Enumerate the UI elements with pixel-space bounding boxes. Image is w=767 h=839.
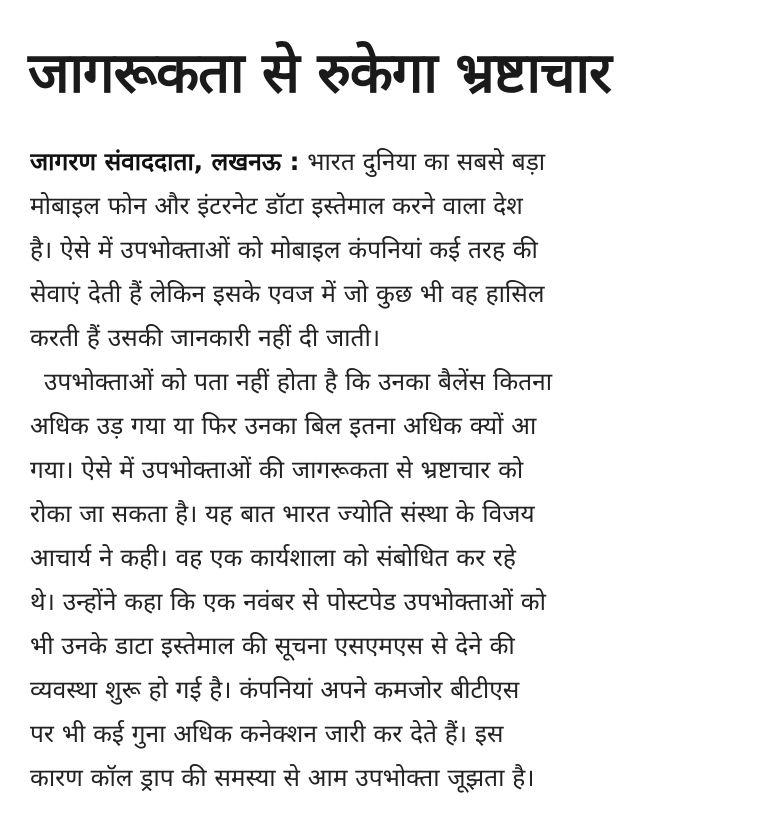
article-body xyxy=(30,140,742,800)
article-line: अधिक उड़ गया या फिर उनका बिल इतना अधिक क्यों आ xyxy=(30,411,537,440)
article-line: है। ऐसे में उपभोक्ताओं को मोबाइल कंपनियां कई तरह की xyxy=(30,235,538,264)
article-byline: जागरण संवाददाता, लखनऊ : xyxy=(30,147,300,176)
article-line xyxy=(30,140,742,184)
article-text: भारत दुनिया का सबसे बड़ा xyxy=(299,147,546,176)
article-line: गया। ऐसे में उपभोक्ताओं की जागरूकता से भ्रष्टाचार को xyxy=(30,455,524,484)
article-line: पर भी कई गुना अधिक कनेक्शन जारी कर देते हैं। इस xyxy=(30,719,504,748)
article-headline: जागरूकता से रुकेगा भ्रष्टाचार xyxy=(28,41,611,106)
article-line: आचार्य ने कही। वह एक कार्यशाला को संबोधित कर रहे xyxy=(30,543,516,572)
article-line: करती हैं उसकी जानकारी नहीं दी जाती। xyxy=(30,323,381,352)
article-line: उपभोक्ताओं को पता नहीं होता है कि उनका बैलेंस कितना xyxy=(44,367,553,396)
article-line: मोबाइल फोन और इंटरनेट डॉटा इस्तेमाल करने वाला देश xyxy=(30,191,523,220)
article-line: थे। उन्होंने कहा कि एक नवंबर से पोस्टपेड उपभोक्ताओं को xyxy=(30,587,546,616)
article-line: कारण कॉल ड्राप की समस्या से आम उपभोक्ता जूझता है। xyxy=(30,763,535,792)
article-line: सेवाएं देती हैं लेकिन इसके एवज में जो कुछ भी वह हासिल xyxy=(30,279,545,308)
article-line: भी उनके डाटा इस्तेमाल की सूचना एसएमएस से देने की xyxy=(30,631,515,660)
article-line: व्यवस्था शुरू हो गई है। कंपनियां अपने कमजोर बीटीएस xyxy=(30,675,520,704)
article-line: रोका जा सकता है। यह बात भारत ज्योति संस्था के विजय xyxy=(30,499,535,528)
